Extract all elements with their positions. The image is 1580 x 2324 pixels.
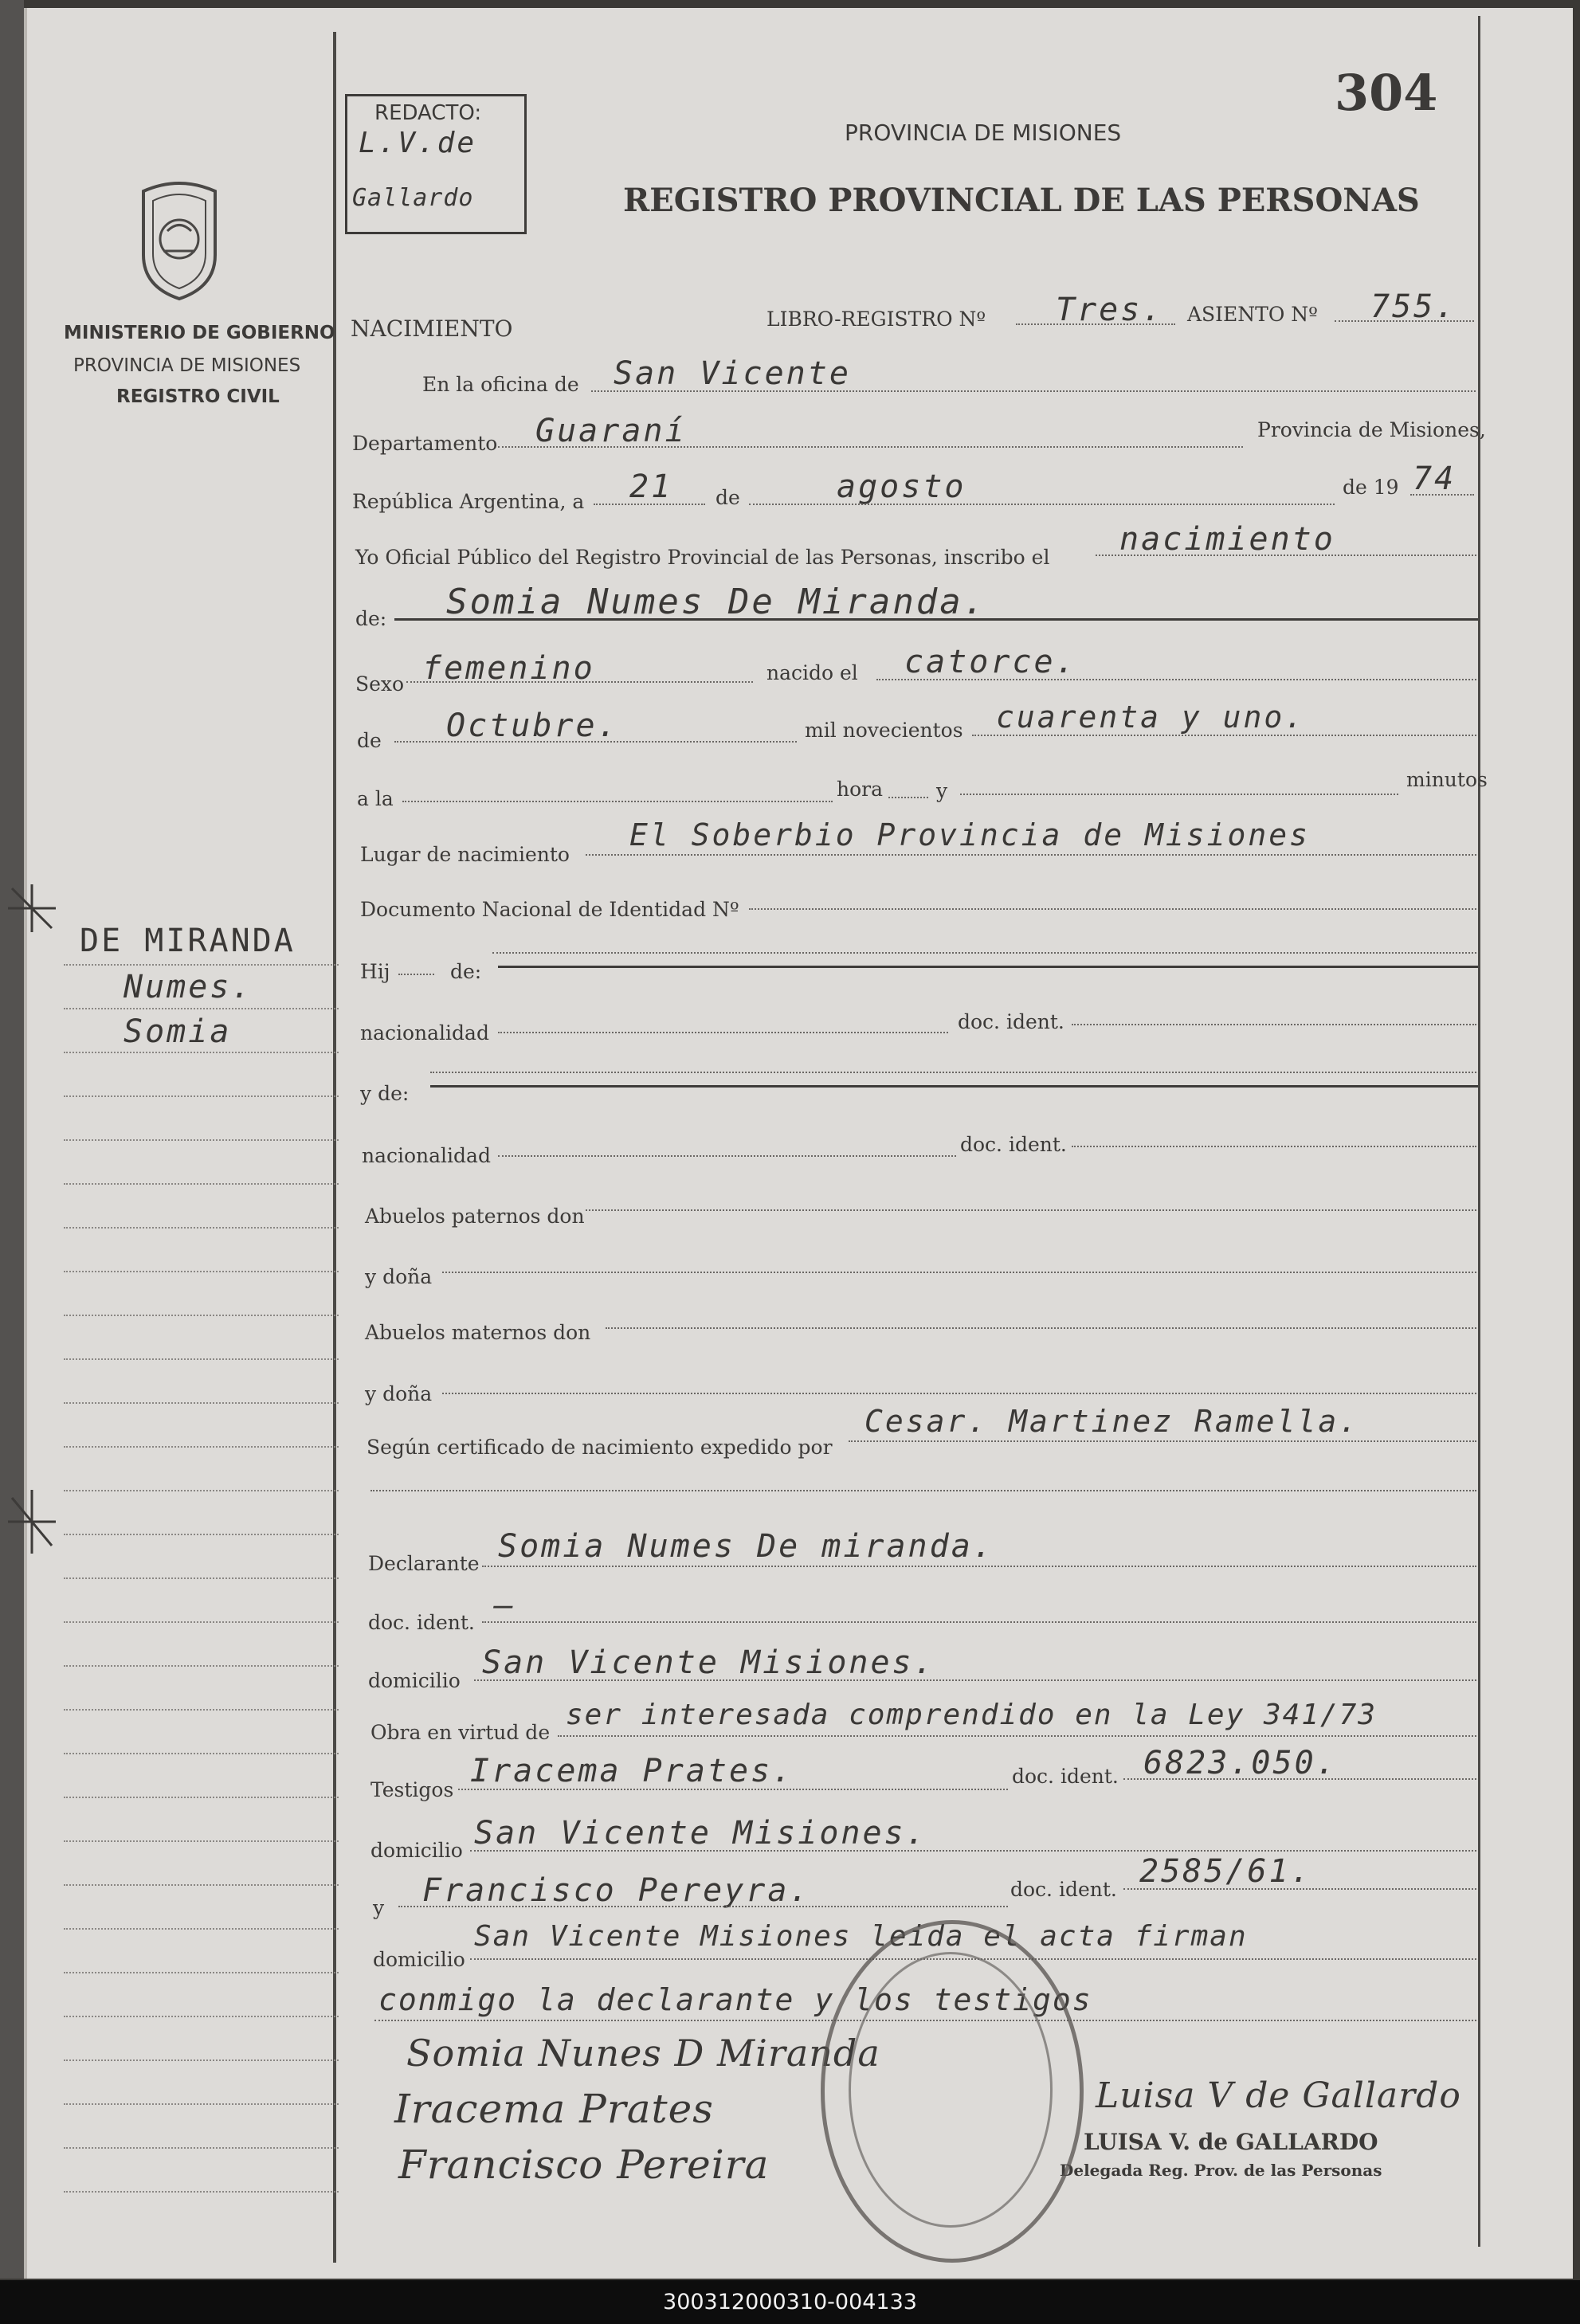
- margin-line: [64, 1358, 339, 1360]
- declarant-line: [482, 1566, 1476, 1567]
- born-year-line: [972, 735, 1476, 736]
- declarant-doc-label: doc. ident.: [368, 1611, 475, 1634]
- margin-line: [64, 1534, 339, 1535]
- record-type-label: NACIMIENTO: [351, 315, 513, 342]
- certificate-label: Según certificado de nacimiento expedido por: [367, 1436, 833, 1459]
- of-label: de:: [355, 607, 387, 630]
- witness2-domicile-label: domicilio: [373, 1948, 465, 1971]
- margin-line: [64, 1577, 339, 1579]
- witness2-line: [398, 1906, 1008, 1907]
- born-label: nacido el: [766, 661, 858, 684]
- department-line: [498, 446, 1243, 448]
- birthplace-label: Lugar de nacimiento: [360, 843, 570, 866]
- margin-line: [64, 2016, 339, 2017]
- doc-ident2-label: doc. ident.: [960, 1133, 1067, 1156]
- witness2-and-label: y: [373, 1896, 385, 1919]
- maternal-label: Abuelos maternos don: [365, 1321, 591, 1344]
- day-value: 21: [629, 468, 673, 505]
- witness1-domicile-line: [470, 1850, 1476, 1852]
- born-month-line: [394, 741, 797, 743]
- hour-and-line: [888, 797, 928, 798]
- office-line: [591, 390, 1476, 392]
- and-label: y: [936, 779, 948, 802]
- book-line: [1016, 323, 1175, 325]
- born-of-label: de: [357, 729, 382, 752]
- registry-title: REGISTRO PROVINCIAL DE LAS PERSONAS: [623, 182, 1420, 219]
- redacto-name-2: Gallardo: [352, 184, 474, 212]
- day-line: [594, 504, 705, 505]
- nationality2-label: nacionalidad: [362, 1144, 491, 1167]
- official-text: Yo Oficial Público del Registro Provincial de las Personas, inscribo el: [355, 546, 1050, 569]
- hour-line: [402, 801, 833, 802]
- entry-value: 755.: [1370, 288, 1457, 325]
- redacto-box: [345, 94, 527, 234]
- dona-label: y doña: [365, 1265, 433, 1288]
- witness1-domicile-value: San Vicente Misiones.: [474, 1815, 927, 1852]
- margin-line: [64, 1271, 339, 1272]
- sex-line: [406, 681, 753, 683]
- at-label: a la: [357, 787, 394, 810]
- domicile-label: domicilio: [368, 1669, 461, 1692]
- officer-stamp-name: LUISA V. de GALLARDO: [1084, 2129, 1378, 2155]
- registry-round-stamp-inner: [849, 1952, 1053, 2228]
- dni-label: Documento Nacional de Identidad Nº: [360, 898, 739, 921]
- margin-line: [64, 1665, 339, 1667]
- department-label: Departamento: [352, 432, 498, 455]
- redacto-name-1: L.V.de: [359, 127, 477, 159]
- parent2-upper-line: [430, 1072, 1476, 1073]
- margin-line: [64, 2147, 339, 2149]
- witness2-domicile-value: San Vicente Misiones leida el acta firman: [474, 1920, 1248, 1953]
- by-virtue-value: ser interesada comprendido en la Ley 341/73: [566, 1699, 1377, 1731]
- office-label: En la oficina de: [422, 373, 579, 396]
- margin-line: [64, 1095, 339, 1097]
- person-value: Somia Numes De Miranda.: [446, 582, 987, 622]
- binding-stitch-icon: [0, 1482, 64, 1562]
- parent2-line: [430, 1085, 1478, 1088]
- province-suffix: Provincia de Misiones,: [1257, 418, 1486, 441]
- declarant-doc-line: [482, 1621, 1476, 1623]
- nationality-label: nacionalidad: [360, 1021, 489, 1044]
- margin-surname: DE MIRANDA: [80, 923, 296, 959]
- born-year-value: cuarenta y uno.: [996, 700, 1306, 735]
- sex-value: femenino: [422, 650, 595, 687]
- officer-stamp-title: Delegada Reg. Prov. de las Personas: [1060, 2161, 1382, 2180]
- margin-line: [64, 1884, 339, 1886]
- margin-given-name: Somia: [123, 1013, 232, 1050]
- nationality2-line: [498, 1155, 956, 1157]
- by-virtue-label: Obra en virtud de: [370, 1721, 551, 1744]
- margin-line: [64, 1621, 339, 1623]
- margin-line: [64, 1753, 339, 1754]
- child-label: Hij: [360, 960, 390, 983]
- birthplace-line: [586, 854, 1476, 856]
- department-value: Guaraní: [535, 413, 687, 449]
- witness2-doc-value: 2585/61.: [1139, 1853, 1312, 1890]
- witness1-doc-value: 6823.050.: [1143, 1745, 1338, 1781]
- doc-ident-label: doc. ident.: [958, 1010, 1064, 1033]
- signature-witness1: Iracema Prates: [394, 2086, 714, 2132]
- book-label: LIBRO-REGISTRO Nº: [766, 308, 986, 331]
- book-value: Tres.: [1056, 292, 1164, 328]
- image-id-footer: 300312000310-004133: [0, 2280, 1580, 2324]
- witness1-value: Iracema Prates.: [470, 1753, 794, 1789]
- redacto-label: REDACTO:: [374, 101, 482, 125]
- coat-of-arms-seal: [127, 175, 231, 303]
- office-value: San Vicente: [614, 355, 851, 392]
- republic-label: República Argentina, a: [352, 490, 585, 513]
- margin-line: [64, 1315, 339, 1316]
- seal-office: REGISTRO CIVIL: [116, 386, 280, 407]
- minutes-label: minutos: [1406, 768, 1488, 791]
- maternal-line: [606, 1327, 1476, 1329]
- margin-line: [64, 1139, 339, 1141]
- entry-line: [1335, 320, 1474, 322]
- child-of-label: de:: [450, 960, 482, 983]
- witness1-line: [458, 1789, 1008, 1790]
- binding-stitch-icon: [0, 876, 64, 940]
- entry-label: ASIENTO Nº: [1187, 303, 1318, 326]
- witness2-doc-line: [1123, 1888, 1476, 1890]
- witness2-value: Francisco Pereyra.: [422, 1872, 811, 1909]
- born-day-line: [876, 679, 1476, 680]
- witness2-doc-label: doc. ident.: [1010, 1878, 1117, 1901]
- declarant-label: Declarante: [368, 1552, 480, 1575]
- margin-second-surname: Numes.: [123, 969, 253, 1005]
- declarant-value: Somia Numes De miranda.: [498, 1528, 994, 1565]
- born-day-value: catorce.: [904, 644, 1077, 680]
- domicile-line: [474, 1679, 1476, 1681]
- closing-value: conmigo la declarante y los testigos: [378, 1982, 1092, 2017]
- margin-line: [64, 1840, 339, 1842]
- dni-line: [749, 908, 1476, 910]
- margin-line: [64, 1402, 339, 1404]
- witnesses-label: Testigos: [370, 1778, 454, 1801]
- margin-line: [64, 1797, 339, 1798]
- sex-label: Sexo: [355, 672, 405, 696]
- by-virtue-line: [558, 1735, 1476, 1737]
- witness1-domicile-label: domicilio: [370, 1839, 463, 1862]
- month-line: [749, 504, 1335, 505]
- seal-province: PROVINCIA DE MISIONES: [73, 355, 301, 376]
- book-binding: [0, 0, 24, 2279]
- witness1-doc-line: [1123, 1778, 1476, 1780]
- month-value: agosto: [837, 468, 966, 505]
- dni-line-2: [492, 952, 1476, 954]
- paternal-line: [586, 1209, 1476, 1211]
- de-label: de: [716, 486, 740, 509]
- margin-line: [64, 2059, 339, 2061]
- birthplace-value: El Soberbio Provincia de Misiones: [629, 817, 1310, 852]
- officer-signature: Luisa V de Gallardo: [1096, 2075, 1461, 2116]
- dona2-label: y doña: [365, 1382, 433, 1405]
- domicile-value: San Vicente Misiones.: [482, 1644, 935, 1681]
- dona-line: [442, 1272, 1476, 1273]
- inscription-value: nacimiento: [1119, 521, 1335, 558]
- minutes-line: [960, 794, 1398, 795]
- and-of-label: y de:: [360, 1082, 410, 1105]
- margin-line: [64, 1446, 339, 1448]
- signature-witness2: Francisco Pereira: [398, 2142, 770, 2188]
- nationality-line: [498, 1032, 948, 1033]
- margin-line: [64, 964, 339, 966]
- seal-ministry: MINISTERIO DE GOBIERNO: [64, 323, 335, 343]
- parent1-line: [498, 966, 1478, 968]
- certificate-value: Cesar. Martinez Ramella.: [864, 1404, 1360, 1439]
- year-prefix: de 19: [1343, 476, 1399, 499]
- child-line: [398, 974, 434, 975]
- margin-line: [64, 1490, 339, 1491]
- hour-label: hora: [837, 778, 884, 801]
- margin-line: [64, 1972, 339, 1973]
- margin-line: [64, 1052, 339, 1053]
- certificate-line: [849, 1440, 1476, 1442]
- page-number: 304: [1335, 64, 1438, 122]
- margin-line: [64, 2191, 339, 2193]
- inscription-line: [1096, 555, 1476, 556]
- year-line: [1410, 494, 1474, 496]
- doc-ident2-line: [1072, 1146, 1476, 1147]
- witness1-doc-label: doc. ident.: [1012, 1765, 1119, 1788]
- declarant-doc-value: –: [494, 1587, 516, 1624]
- margin-line: [64, 1008, 339, 1009]
- year-value: 74: [1413, 460, 1457, 497]
- doc-ident-line: [1072, 1024, 1476, 1025]
- dona2-line: [442, 1393, 1476, 1394]
- margin-line: [64, 1709, 339, 1711]
- certificate-line-2: [370, 1490, 1476, 1491]
- margin-line: [64, 2103, 339, 2105]
- margin-line: [64, 1928, 339, 1930]
- thousand-label: mil novecientos: [805, 719, 963, 742]
- coat-of-arms-icon: [127, 175, 231, 303]
- province-heading: PROVINCIA DE MISIONES: [845, 120, 1122, 146]
- right-rule: [1478, 16, 1480, 2247]
- paternal-label: Abuelos paternos don: [365, 1205, 585, 1228]
- person-line: [394, 618, 1478, 621]
- born-month-value: Octubre.: [446, 707, 619, 744]
- margin-line: [64, 1227, 339, 1229]
- signature-declarant: Somia Nunes D Miranda: [406, 2032, 880, 2075]
- margin-line: [64, 1183, 339, 1185]
